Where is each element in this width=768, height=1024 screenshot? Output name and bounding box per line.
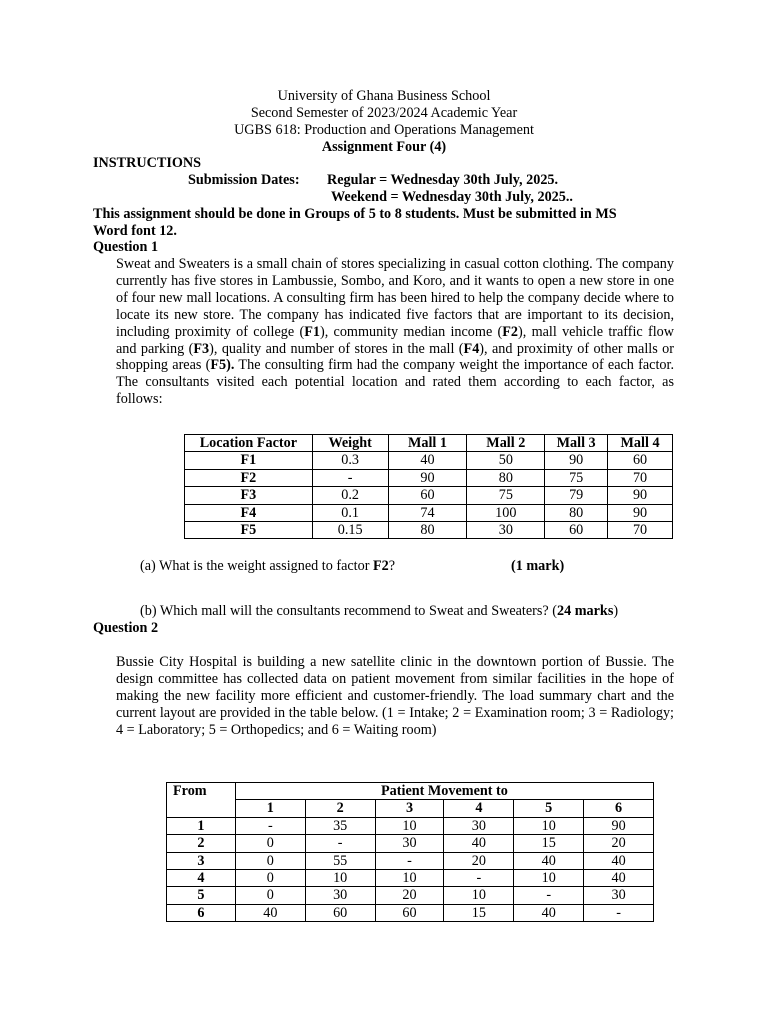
table-cell: 90 (608, 504, 673, 521)
q1-text-3: ), mall vehicle traffic flow and parking ( (116, 323, 675, 357)
table-cell: 90 (608, 487, 673, 504)
table-cell: 70 (608, 522, 673, 539)
q1-text-5: ), and proximity of other malls or shopping areas ( (116, 340, 674, 374)
regular-date: Regular = Wednesday 30th July, 2025. (327, 172, 559, 188)
table-cell: 40 (444, 835, 514, 852)
to-dept-5: 5 (514, 800, 584, 817)
to-dept-1: 1 (235, 800, 305, 817)
from-header: From (167, 783, 236, 818)
q1b-marks: 24 marks (556, 603, 614, 619)
col-mall-2: Mall 2 (467, 435, 545, 452)
table-cell: 55 (305, 852, 375, 869)
table-header-row (185, 435, 673, 452)
factor-cell: F5 (185, 522, 313, 539)
table-cell: 20 (584, 835, 654, 852)
school-name: University of Ghana Business School (277, 88, 491, 104)
factor-cell: F2 (185, 469, 313, 486)
col-mall-1: Mall 1 (388, 435, 467, 452)
table-row (167, 835, 654, 852)
table-header-row (167, 783, 654, 800)
q1-factor-f2: F2 (502, 323, 519, 340)
table-cell: - (375, 852, 444, 869)
question-1-paragraph (116, 256, 674, 408)
from-dept-cell: 6 (167, 904, 236, 921)
table-cell: 10 (444, 887, 514, 904)
table-cell: 30 (305, 887, 375, 904)
table-cell: 10 (305, 870, 375, 887)
table-cell: 75 (545, 469, 608, 486)
table-cell: 10 (375, 870, 444, 887)
col-mall-4: Mall 4 (608, 435, 673, 452)
table-cell: 15 (444, 904, 514, 921)
table-cell: 30 (467, 522, 545, 539)
course-line: UGBS 618: Production and Operations Management (234, 122, 534, 138)
table-row (167, 904, 654, 921)
q1-factor-f4: F4 (463, 340, 480, 357)
table-cell: 70 (608, 469, 673, 486)
table-cell: - (235, 817, 305, 834)
table-cell: 0 (235, 870, 305, 887)
table-cell: 10 (375, 817, 444, 834)
table-cell: 40 (514, 904, 584, 921)
table-cell: 90 (388, 469, 467, 486)
table-row (185, 504, 673, 521)
group-instruction-line1: This assignment should be done in Groups of 5 to 8 students. Must be submitted in MS (93, 206, 617, 222)
question-2-heading: Question 2 (93, 620, 159, 636)
q1-text-6: The consulting firm had the company weight the importance of each factor. The consultants visited each potential location and rated them according to each factor, as follows: (116, 357, 674, 408)
table-cell: 10 (514, 870, 584, 887)
location-factor-table (184, 434, 673, 539)
instructions-heading: INSTRUCTIONS (93, 155, 202, 171)
col-mall-3: Mall 3 (545, 435, 608, 452)
table-row (185, 469, 673, 486)
table-cell: - (584, 904, 654, 921)
from-dept-cell: 3 (167, 852, 236, 869)
table-cell: 40 (514, 852, 584, 869)
table-cell: 0 (235, 852, 305, 869)
table-cell: - (312, 469, 388, 486)
q1-text-1: Sweat and Sweaters is a small chain of stores specializing in casual cotton clothing. The company currently has five stores in Lambussie, Sombo, and Koro, and it wants to open a new store in one of four new mall locations. A consulting firm has been hired to help the company decide where to locate its new store. The company has indicated five factors that are important to its decision, including proximity of college ( (116, 256, 674, 340)
q1-factor-f5: F5). (210, 357, 235, 374)
q1a-text: (a) What is the weight assigned to factor (140, 558, 373, 574)
to-dept-4: 4 (444, 800, 514, 817)
table-row (167, 887, 654, 904)
table-cell: 0.3 (312, 452, 388, 469)
table-cell: 60 (388, 487, 467, 504)
question-1a-marks: (1 mark) (511, 558, 565, 574)
table-cell: 90 (584, 817, 654, 834)
table-cell: 50 (467, 452, 545, 469)
table-row (167, 817, 654, 834)
table-cell: 100 (467, 504, 545, 521)
table-cell: 80 (545, 504, 608, 521)
factor-cell: F3 (185, 487, 313, 504)
table-cell: 30 (584, 887, 654, 904)
q1-factor-f3: F3 (193, 340, 210, 357)
table-cell: - (514, 887, 584, 904)
table-cell: 79 (545, 487, 608, 504)
factor-cell: F1 (185, 452, 313, 469)
question-2-paragraph: Bussie City Hospital is building a new satellite clinic in the downtown portion of Bussie. The design committee has collected data on patient movement from similar facilities in the hope of making the new facility more efficient and customer-friendly. The load summary chart and the current layout are provided in the table below. (1 = Intake; 2 = Examination room; 3 = Radiology; 4 = Laboratory; 5 = Orthopedics; and 6 = Waiting room) (116, 654, 674, 738)
q1a-bold: F2 (372, 558, 389, 574)
table-cell: 40 (584, 852, 654, 869)
table-cell: 40 (584, 870, 654, 887)
table-cell: 0 (235, 835, 305, 852)
question-1-heading: Question 1 (93, 239, 159, 255)
table-cell: 80 (388, 522, 467, 539)
q1-text-2: ), community median income ( (319, 323, 503, 340)
table-cell: 0.15 (312, 522, 388, 539)
table-row (167, 870, 654, 887)
question-1b (140, 603, 618, 620)
factor-cell: F4 (185, 504, 313, 521)
table-cell: - (305, 835, 375, 852)
q1-text-4: ), quality and number of stores in the mall ( (209, 340, 464, 357)
table-cell: 40 (388, 452, 467, 469)
q1b-suffix: ) (613, 603, 619, 619)
col-location-factor: Location Factor (185, 435, 313, 452)
group-instruction-line2: Word font 12. (93, 223, 177, 239)
to-dept-3: 3 (375, 800, 444, 817)
table-cell: 0 (235, 887, 305, 904)
table-cell: 60 (608, 452, 673, 469)
assignment-title: Assignment Four (4) (321, 139, 447, 155)
table-cell: 20 (444, 852, 514, 869)
from-dept-cell: 5 (167, 887, 236, 904)
to-dept-2: 2 (305, 800, 375, 817)
table-cell: 60 (305, 904, 375, 921)
col-weight: Weight (312, 435, 388, 452)
table-cell: 40 (235, 904, 305, 921)
table-row (185, 452, 673, 469)
table-cell: 60 (375, 904, 444, 921)
question-1a (140, 558, 395, 575)
q1b-text: (b) Which mall will the consultants recommend to Sweat and Sweaters? ( (140, 603, 557, 619)
movement-header: Patient Movement to (235, 783, 653, 800)
table-cell: 30 (375, 835, 444, 852)
table-cell: 75 (467, 487, 545, 504)
table-row (185, 487, 673, 504)
q1a-suffix: ? (388, 558, 396, 574)
table-cell: 15 (514, 835, 584, 852)
table-cell: 90 (545, 452, 608, 469)
table-cell: 74 (388, 504, 467, 521)
table-row (185, 522, 673, 539)
q1-factor-f1: F1 (304, 323, 320, 340)
table-subheader-row (167, 800, 654, 817)
semester-line: Second Semester of 2023/2024 Academic Year (250, 105, 518, 121)
table-cell: 0.2 (312, 487, 388, 504)
table-cell: - (444, 870, 514, 887)
from-dept-cell: 2 (167, 835, 236, 852)
table-cell: 60 (545, 522, 608, 539)
submission-label: Submission Dates: (188, 172, 300, 188)
table-cell: 35 (305, 817, 375, 834)
table-cell: 80 (467, 469, 545, 486)
table-cell: 10 (514, 817, 584, 834)
table-cell: 30 (444, 817, 514, 834)
from-dept-cell: 1 (167, 817, 236, 834)
table-cell: 0.1 (312, 504, 388, 521)
table-row (167, 852, 654, 869)
patient-movement-table (166, 782, 654, 922)
table-cell: 20 (375, 887, 444, 904)
to-dept-6: 6 (584, 800, 654, 817)
weekend-date: Weekend = Wednesday 30th July, 2025.. (331, 189, 573, 205)
from-dept-cell: 4 (167, 870, 236, 887)
